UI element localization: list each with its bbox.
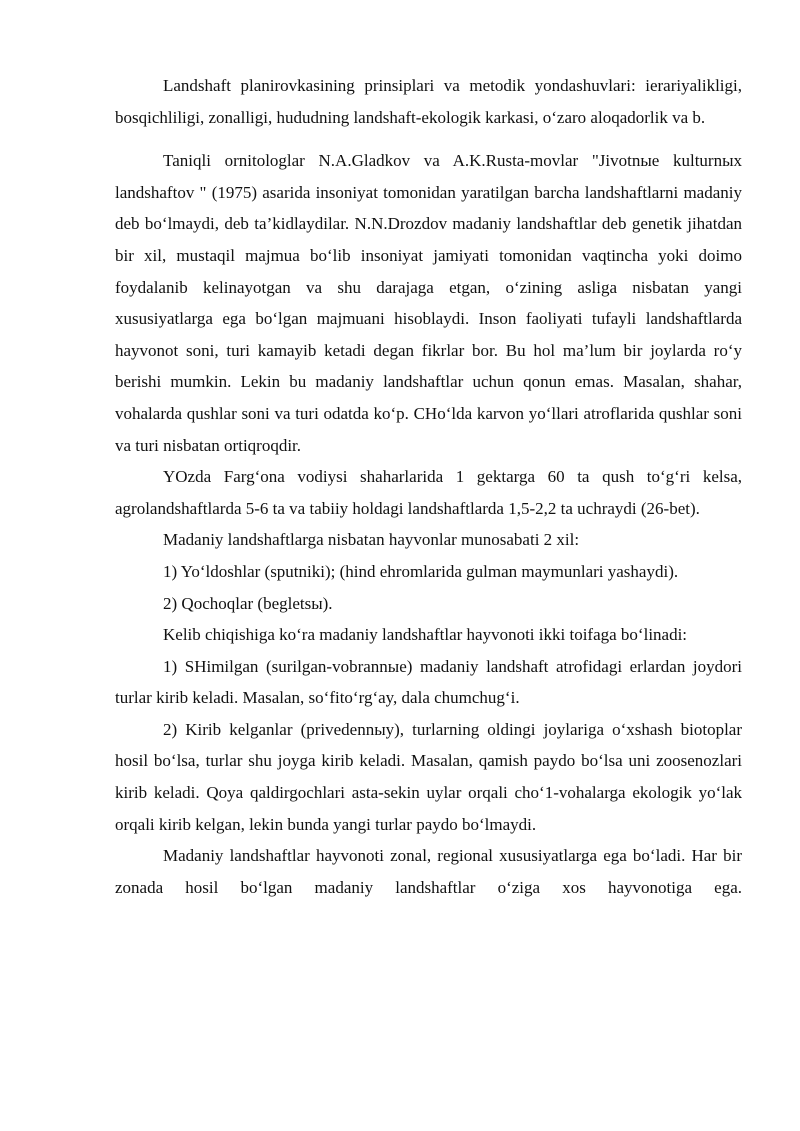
- paragraph-animal-relations-intro: Madaniy landshaftlarga nisbatan hayvonlar munosabati 2 xil:: [163, 530, 580, 550]
- paragraph-fergana-valley-birds: YOzda Farg‘ona vodiysi shaharlarida 1 gektarga 60 ta qush to‘g‘ri kelsa, agrolandshaftlarda 5-6 ta va tabiiy holdagi landshaftlarda 1,5-2,2 ta uchraydi (26-bet).: [115, 467, 742, 518]
- list-item-introduced-species: 2) Kirib kelganlar (privedennыy), turlarning oldingi joylariga o‘xshash biotoplar hosil bo‘lsa, turlar shu joyga kirib keladi. Masalan, qamish paydo bo‘lsa uni zoosenozlari kirib keladi. Qoya qaldirgochlari asta-sekin uylar orqali cho‘1-vohalarga ekologik yo‘lak orqali kirib kelgan, lekin bunda yangi turlar paydo bo‘lmaydi.: [115, 719, 742, 834]
- list-item-absorbed-species: 1) SHimilgan (surilgan-vobrannыe) madaniy landshaft atrofidagi erlardan joydori turlar kirib keladi. Masalan, so‘fito‘rg‘ay, dala chumchug‘i.: [115, 656, 742, 708]
- paragraph-ornithologists-cultural-landscapes: Taniqli ornitologlar N.A.Gladkov va A.K.Rusta-movlar "Jivotnыe kulturnыx landshaftov " (1975) asarida insoniyat tomonidan yaratilgan barcha landshaftlarni madaniy deb bo‘lmaydi, deb ta’kidlaydilar. N.N.Drozdov madaniy landshaftlar deb genetik jihatdan bir xil, mustaqil majmua bo‘lib insoniyat jamiyati tomonidan vaqtincha yoki doimo foydalanib kelinayotgan va shu darajaga etgan, o‘zining asliga nisbatan yangi xususiyatlarga ega bo‘lgan majmuani hisoblaydi. Inson faoliyati tufayli landshaftlarda hayvonot soni, turi kamayib ketadi degan fikrlar bor. Bu hol ma’lum bir joylarda ro‘y berishi mumkin. Lekin bu madaniy landshaftlar uchun qonun emas. Masalan, shahar, vohalarda qushlar soni va turi odatda ko‘p. CHo‘lda karvon yo‘llari atroflarida qushlar soni va turi nisbatan ortiqroqdir.: [115, 151, 742, 455]
- list-item-companions: 1) Yo‘ldoshlar (sputniki); (hind ehromlarida gulman maymunlari yashaydi).: [163, 561, 679, 581]
- paragraph-zonal-regional-features: Madaniy landshaftlar hayvonoti zonal, regional xususiyatlarga ega bo‘ladi. Har bir zonada hosil bo‘lgan madaniy landshaftlar o‘ziga xos hayvonotiga ega.: [115, 846, 742, 897]
- paragraph-landscape-planning-principles: Landshaft planirovkasining prinsiplari va metodik yondashuvlari: ierariyalikligi, bosqichliligi, zonalligi, hududning landshaft-ekologik karkasi, o‘zaro aloqadorlik va b.: [115, 76, 742, 127]
- list-item-fugitives: 2) Qochoqlar (begletsы).: [163, 593, 333, 613]
- paragraph-origin-categories-intro: Kelib chiqishiga ko‘ra madaniy landshaftlar hayvonoti ikki toifaga bo‘linadi:: [163, 625, 688, 645]
